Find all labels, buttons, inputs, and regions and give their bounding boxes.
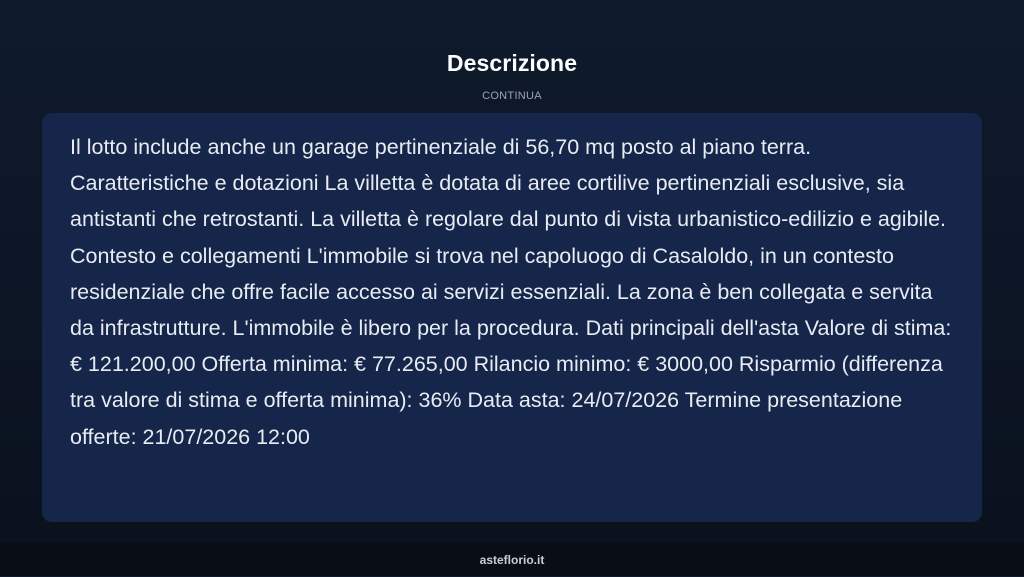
description-text: Il lotto include anche un garage pertinenziale di 56,70 mq posto al piano terra. Caratteristiche e dotazioni La villetta è dotata di aree cortilive pertinenziali esclusive, sia antistanti che retrostanti. La villetta è regolare dal punto di vista urbanistico-edilizio e agibile. Contesto e collegamenti L'immobile si trova nel capoluogo di Casaloldo, in un contesto residenziale che offre facile accesso ai servizi essenziali. La zona è ben collegata e servita da infrastrutture. L'immobile è libero per la procedura. Dati principali dell'asta Valore di stima: € 121.200,00 Offerta minima: € 77.265,00 Rilancio minimo: € 3000,00 Risparmio (differenza tra valore di stima e offerta minima): 36% Data asta: 24/07/2026 Termine presentazione offerte: 21/07/2026 12:00 — [70, 135, 952, 449]
site-name: asteflorio.it — [479, 553, 545, 567]
continua-label: CONTINUA — [482, 90, 542, 102]
footer-bar — [0, 543, 1024, 576]
description-card — [42, 113, 982, 522]
page-title: Descrizione — [446, 50, 578, 76]
